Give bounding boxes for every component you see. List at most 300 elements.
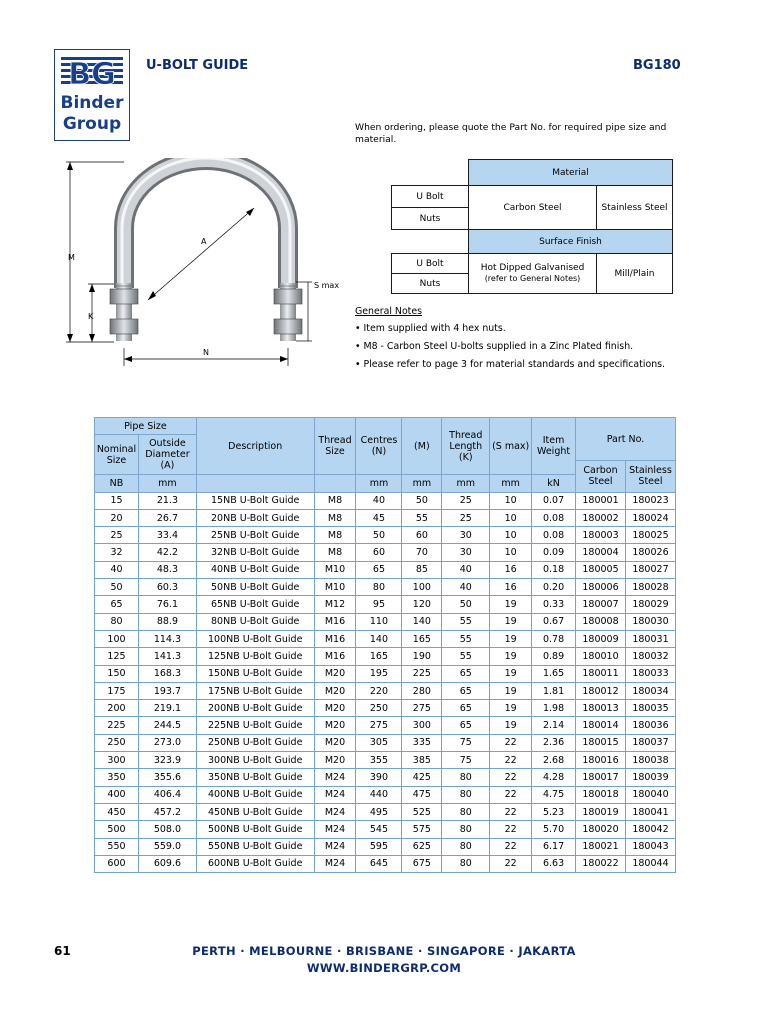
svg-text:Group: Group: [62, 114, 122, 134]
table-row: [95, 492, 676, 509]
table-cell: 180009: [576, 630, 626, 647]
note-item: • Item supplied with 4 hex nuts.: [355, 323, 506, 334]
table-cell: 80NB U-Bolt Guide: [196, 613, 314, 630]
table-cell: 0.09: [532, 544, 576, 561]
table-cell: 10: [490, 492, 532, 509]
table-cell: 406.4: [138, 786, 196, 803]
table-cell: 390: [356, 769, 402, 786]
u-bolt-drawing: [64, 158, 354, 370]
unit-mm: mm: [442, 475, 490, 492]
table-cell: 275: [402, 700, 442, 717]
table-row: [95, 803, 676, 820]
table-cell: M8: [314, 492, 356, 509]
unit-kn: kN: [532, 475, 576, 492]
table-cell: 55: [442, 648, 490, 665]
table-cell: 180039: [625, 769, 675, 786]
hot-dipped-cell: [469, 254, 597, 294]
table-cell: 76.1: [138, 596, 196, 613]
unit-mm: mm: [138, 475, 196, 492]
table-cell: 4.75: [532, 786, 576, 803]
table-cell: 45: [356, 509, 402, 526]
table-cell: 80: [356, 579, 402, 596]
table-cell: M8: [314, 544, 356, 561]
table-cell: 65: [442, 682, 490, 699]
table-cell: 625: [402, 838, 442, 855]
table-cell: 48.3: [138, 561, 196, 578]
table-cell: M24: [314, 855, 356, 872]
table-cell: M24: [314, 821, 356, 838]
general-notes: [355, 306, 715, 377]
centres-header: Centres (N): [356, 418, 402, 475]
table-cell: 65: [95, 596, 139, 613]
pipe-size-header: Pipe Size: [95, 418, 197, 435]
table-cell: 19: [490, 648, 532, 665]
table-cell: 575: [402, 821, 442, 838]
table-cell: 645: [356, 855, 402, 872]
table-cell: 5.23: [532, 803, 576, 820]
table-cell: 180043: [625, 838, 675, 855]
table-cell: 323.9: [138, 752, 196, 769]
table-cell: 33.4: [138, 527, 196, 544]
table-cell: 30: [442, 544, 490, 561]
table-cell: 40NB U-Bolt Guide: [196, 561, 314, 578]
table-cell: 0.33: [532, 596, 576, 613]
table-cell: M20: [314, 700, 356, 717]
table-cell: 225: [402, 665, 442, 682]
table-cell: 80: [442, 786, 490, 803]
description-header: Description: [196, 418, 314, 475]
svg-text:K: K: [88, 312, 94, 321]
table-cell: 22: [490, 734, 532, 751]
nuts-label: Nuts: [392, 208, 469, 230]
table-cell: 180032: [625, 648, 675, 665]
table-cell: 22: [490, 838, 532, 855]
table-cell: 55: [402, 509, 442, 526]
table-cell: 50: [95, 579, 139, 596]
unit-nb: NB: [95, 475, 139, 492]
table-row: [95, 579, 676, 596]
table-row: [95, 544, 676, 561]
nominal-size-header: Nominal Size: [95, 435, 139, 475]
table-cell: 180028: [625, 579, 675, 596]
table-row: [95, 769, 676, 786]
material-heading: Material: [469, 160, 673, 186]
table-cell: 193.7: [138, 682, 196, 699]
table-cell: M20: [314, 752, 356, 769]
table-cell: 140: [356, 630, 402, 647]
table-cell: 125: [95, 648, 139, 665]
table-cell: 457.2: [138, 803, 196, 820]
table-cell: 114.3: [138, 630, 196, 647]
table-cell: 400: [95, 786, 139, 803]
table-cell: 525: [402, 803, 442, 820]
table-cell: 85: [402, 561, 442, 578]
table-row: [95, 630, 676, 647]
table-cell: 50: [402, 492, 442, 509]
table-cell: 22: [490, 855, 532, 872]
table-cell: 100: [95, 630, 139, 647]
ubolt-label: U Bolt: [392, 186, 469, 208]
table-row: [95, 752, 676, 769]
table-row: [95, 855, 676, 872]
table-cell: 180035: [625, 700, 675, 717]
table-cell: 0.08: [532, 527, 576, 544]
table-cell: 4.28: [532, 769, 576, 786]
table-cell: 600NB U-Bolt Guide: [196, 855, 314, 872]
table-cell: 195: [356, 665, 402, 682]
table-cell: 180007: [576, 596, 626, 613]
table-cell: 180004: [576, 544, 626, 561]
table-cell: 40: [95, 561, 139, 578]
table-cell: 80: [442, 855, 490, 872]
carbon-steel-cell: Carbon Steel: [469, 186, 597, 230]
table-cell: M16: [314, 630, 356, 647]
table-cell: 273.0: [138, 734, 196, 751]
table-cell: 180001: [576, 492, 626, 509]
table-cell: 225: [95, 717, 139, 734]
part-no-header: Part No.: [576, 418, 676, 461]
table-row: [95, 682, 676, 699]
table-cell: M10: [314, 561, 356, 578]
table-cell: 60: [356, 544, 402, 561]
table-cell: 22: [490, 752, 532, 769]
table-cell: M24: [314, 838, 356, 855]
table-cell: 180005: [576, 561, 626, 578]
table-cell: 10: [490, 544, 532, 561]
footer-cities: PERTH · MELBOURNE · BRISBANE · SINGAPORE · JAKARTA: [192, 944, 576, 958]
ordering-note: When ordering, please quote the Part No. for required pipe size and material.: [355, 122, 667, 145]
table-cell: 609.6: [138, 855, 196, 872]
table-cell: 70: [402, 544, 442, 561]
table-cell: 180030: [625, 613, 675, 630]
item-weight-header: Item Weight: [532, 418, 576, 475]
table-cell: 2.68: [532, 752, 576, 769]
table-row: [95, 648, 676, 665]
stainless-steel-cell: Stainless Steel: [597, 186, 673, 230]
table-cell: 225NB U-Bolt Guide: [196, 717, 314, 734]
table-cell: 165: [356, 648, 402, 665]
mill-plain-cell: Mill/Plain: [597, 254, 673, 294]
table-cell: 175: [95, 682, 139, 699]
table-cell: 50: [356, 527, 402, 544]
table-cell: 30: [442, 527, 490, 544]
table-cell: 550: [95, 838, 139, 855]
carbon-steel-header: Carbon Steel: [576, 461, 626, 492]
table-cell: 50: [442, 596, 490, 613]
nuts-label: Nuts: [392, 274, 469, 294]
table-cell: M20: [314, 717, 356, 734]
table-cell: 559.0: [138, 838, 196, 855]
table-cell: M8: [314, 509, 356, 526]
table-cell: 88.9: [138, 613, 196, 630]
table-cell: M20: [314, 734, 356, 751]
footer-website[interactable]: WWW.BINDERGRP.COM: [306, 961, 462, 975]
table-cell: 675: [402, 855, 442, 872]
table-cell: 15NB U-Bolt Guide: [196, 492, 314, 509]
table-cell: 0.08: [532, 509, 576, 526]
table-cell: 40: [356, 492, 402, 509]
table-cell: 2.36: [532, 734, 576, 751]
svg-text:S max: S max: [314, 281, 340, 290]
table-cell: 180041: [625, 803, 675, 820]
table-row: [95, 786, 676, 803]
table-cell: 15: [95, 492, 139, 509]
table-cell: 20: [95, 509, 139, 526]
table-cell: 25: [442, 509, 490, 526]
table-cell: 180016: [576, 752, 626, 769]
table-cell: 180023: [625, 492, 675, 509]
product-code: BG180: [633, 58, 681, 73]
table-cell: 25: [442, 492, 490, 509]
table-cell: M16: [314, 613, 356, 630]
table-cell: 19: [490, 700, 532, 717]
table-cell: 80: [442, 821, 490, 838]
svg-text:N: N: [203, 348, 209, 357]
table-cell: 250: [356, 700, 402, 717]
table-cell: 180006: [576, 579, 626, 596]
table-cell: 250NB U-Bolt Guide: [196, 734, 314, 751]
table-cell: 65: [442, 665, 490, 682]
table-cell: 180033: [625, 665, 675, 682]
table-cell: 180022: [576, 855, 626, 872]
table-cell: 385: [402, 752, 442, 769]
table-cell: 60: [402, 527, 442, 544]
table-cell: 19: [490, 613, 532, 630]
unit-mm: mm: [356, 475, 402, 492]
table-cell: 75: [442, 752, 490, 769]
table-cell: 180021: [576, 838, 626, 855]
table-row: [95, 821, 676, 838]
table-cell: 19: [490, 665, 532, 682]
table-cell: 55: [442, 630, 490, 647]
table-cell: 300: [402, 717, 442, 734]
table-row: [95, 700, 676, 717]
table-cell: 0.78: [532, 630, 576, 647]
table-cell: 305: [356, 734, 402, 751]
table-cell: 120: [402, 596, 442, 613]
table-cell: 400NB U-Bolt Guide: [196, 786, 314, 803]
table-cell: 200NB U-Bolt Guide: [196, 700, 314, 717]
table-cell: 600: [95, 855, 139, 872]
table-cell: 0.20: [532, 579, 576, 596]
table-cell: 244.5: [138, 717, 196, 734]
table-row: [95, 613, 676, 630]
table-cell: 95: [356, 596, 402, 613]
table-cell: 200: [95, 700, 139, 717]
table-cell: 50NB U-Bolt Guide: [196, 579, 314, 596]
table-cell: 350NB U-Bolt Guide: [196, 769, 314, 786]
table-cell: M24: [314, 803, 356, 820]
table-row: [95, 838, 676, 855]
note-item: • M8 - Carbon Steel U-bolts supplied in a Zinc Plated finish.: [355, 341, 634, 352]
table-cell: 219.1: [138, 700, 196, 717]
table-cell: 22: [490, 769, 532, 786]
table-cell: 1.81: [532, 682, 576, 699]
table-cell: 2.14: [532, 717, 576, 734]
page-number: 61: [54, 944, 71, 958]
table-row: [95, 561, 676, 578]
table-cell: 425: [402, 769, 442, 786]
surface-finish-heading: Surface Finish: [469, 230, 673, 254]
table-cell: 180013: [576, 700, 626, 717]
table-cell: 180003: [576, 527, 626, 544]
table-cell: 180024: [625, 509, 675, 526]
table-cell: 19: [490, 682, 532, 699]
svg-text:A: A: [201, 237, 207, 246]
table-cell: 19: [490, 630, 532, 647]
table-row: [95, 509, 676, 526]
table-cell: 80: [95, 613, 139, 630]
table-cell: 180042: [625, 821, 675, 838]
table-cell: 100: [402, 579, 442, 596]
table-row: [95, 665, 676, 682]
table-cell: 19: [490, 717, 532, 734]
table-cell: 180017: [576, 769, 626, 786]
table-cell: 25NB U-Bolt Guide: [196, 527, 314, 544]
table-cell: 220: [356, 682, 402, 699]
note-item: • Please refer to page 3 for material standards and specifications.: [355, 359, 665, 370]
thread-length-header: Thread Length (K): [442, 418, 490, 475]
table-cell: 440: [356, 786, 402, 803]
table-row: [95, 596, 676, 613]
material-table: [391, 159, 673, 294]
stainless-steel-header: Stainless Steel: [625, 461, 675, 492]
outside-diameter-header: Outside Diameter (A): [138, 435, 196, 475]
table-cell: 180027: [625, 561, 675, 578]
table-row: [95, 527, 676, 544]
table-cell: 110: [356, 613, 402, 630]
table-cell: 65: [356, 561, 402, 578]
table-cell: 180002: [576, 509, 626, 526]
table-cell: 500: [95, 821, 139, 838]
table-cell: 19: [490, 596, 532, 613]
table-cell: 80: [442, 838, 490, 855]
table-cell: 150NB U-Bolt Guide: [196, 665, 314, 682]
table-cell: 180040: [625, 786, 675, 803]
table-cell: 475: [402, 786, 442, 803]
svg-text:BG: BG: [68, 57, 116, 92]
table-cell: 65NB U-Bolt Guide: [196, 596, 314, 613]
hot-dipped-text: Hot Dipped Galvanised: [480, 263, 585, 273]
table-cell: 65: [442, 717, 490, 734]
table-cell: 22: [490, 821, 532, 838]
table-cell: 450: [95, 803, 139, 820]
table-cell: 495: [356, 803, 402, 820]
table-cell: 42.2: [138, 544, 196, 561]
table-cell: 0.18: [532, 561, 576, 578]
table-cell: 180026: [625, 544, 675, 561]
table-cell: 16: [490, 579, 532, 596]
table-cell: 545: [356, 821, 402, 838]
table-cell: 190: [402, 648, 442, 665]
table-cell: 180034: [625, 682, 675, 699]
table-cell: M10: [314, 579, 356, 596]
svg-text:M: M: [68, 253, 75, 262]
table-cell: 355.6: [138, 769, 196, 786]
table-cell: 26.7: [138, 509, 196, 526]
table-cell: 5.70: [532, 821, 576, 838]
table-cell: 180031: [625, 630, 675, 647]
table-row: [95, 717, 676, 734]
table-cell: 355: [356, 752, 402, 769]
table-cell: 275: [356, 717, 402, 734]
table-cell: M20: [314, 682, 356, 699]
table-cell: 180044: [625, 855, 675, 872]
table-cell: 22: [490, 786, 532, 803]
table-cell: 0.07: [532, 492, 576, 509]
svg-text:Binder: Binder: [60, 93, 124, 113]
table-cell: 1.98: [532, 700, 576, 717]
table-cell: 180011: [576, 665, 626, 682]
table-cell: 595: [356, 838, 402, 855]
table-cell: M20: [314, 665, 356, 682]
thread-size-header: Thread Size: [314, 418, 356, 475]
table-cell: 6.17: [532, 838, 576, 855]
table-cell: 141.3: [138, 648, 196, 665]
table-cell: 55: [442, 613, 490, 630]
table-cell: 6.63: [532, 855, 576, 872]
u-bolt-spec-table: [94, 417, 676, 873]
table-cell: M8: [314, 527, 356, 544]
table-cell: 80: [442, 803, 490, 820]
binder-group-logo: [54, 49, 130, 141]
page-title: U-BOLT GUIDE: [146, 58, 249, 73]
table-cell: 168.3: [138, 665, 196, 682]
m-header: (M): [402, 418, 442, 475]
table-cell: 300: [95, 752, 139, 769]
table-cell: M12: [314, 596, 356, 613]
table-cell: 125NB U-Bolt Guide: [196, 648, 314, 665]
table-cell: 280: [402, 682, 442, 699]
unit-mm: mm: [402, 475, 442, 492]
table-cell: 22: [490, 803, 532, 820]
table-cell: 175NB U-Bolt Guide: [196, 682, 314, 699]
table-cell: 450NB U-Bolt Guide: [196, 803, 314, 820]
table-cell: 80: [442, 769, 490, 786]
table-cell: 180037: [625, 734, 675, 751]
s-max-header: (S max): [490, 418, 532, 475]
table-cell: 20NB U-Bolt Guide: [196, 509, 314, 526]
table-cell: 180015: [576, 734, 626, 751]
table-cell: 165: [402, 630, 442, 647]
table-cell: 500NB U-Bolt Guide: [196, 821, 314, 838]
table-cell: 250: [95, 734, 139, 751]
table-cell: 0.89: [532, 648, 576, 665]
table-cell: 300NB U-Bolt Guide: [196, 752, 314, 769]
table-cell: 180020: [576, 821, 626, 838]
table-cell: 180019: [576, 803, 626, 820]
table-cell: M16: [314, 648, 356, 665]
table-cell: 21.3: [138, 492, 196, 509]
table-cell: 25: [95, 527, 139, 544]
table-cell: 16: [490, 561, 532, 578]
table-cell: 32NB U-Bolt Guide: [196, 544, 314, 561]
unit-mm: mm: [490, 475, 532, 492]
table-cell: 180036: [625, 717, 675, 734]
table-cell: 180029: [625, 596, 675, 613]
table-cell: 508.0: [138, 821, 196, 838]
table-cell: 10: [490, 509, 532, 526]
ubolt-label: U Bolt: [392, 254, 469, 274]
table-cell: 150: [95, 665, 139, 682]
table-cell: M24: [314, 769, 356, 786]
table-cell: 350: [95, 769, 139, 786]
table-cell: 140: [402, 613, 442, 630]
table-cell: 10: [490, 527, 532, 544]
table-cell: M24: [314, 786, 356, 803]
table-cell: 180018: [576, 786, 626, 803]
table-cell: 65: [442, 700, 490, 717]
